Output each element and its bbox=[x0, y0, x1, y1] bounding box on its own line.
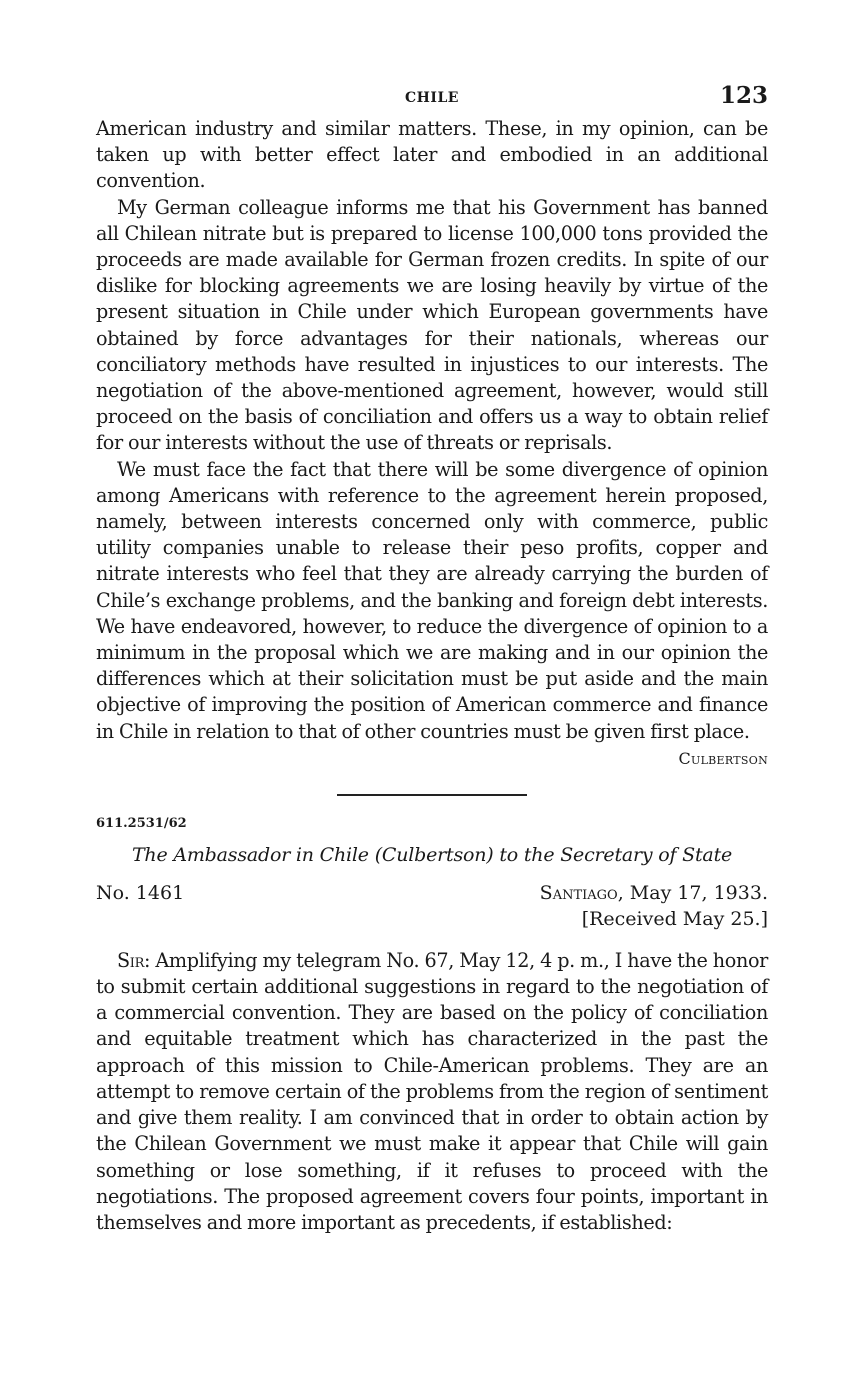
place-date bbox=[540, 882, 768, 904]
page-header bbox=[96, 80, 768, 116]
file-reference: 611.2531/62 bbox=[96, 815, 187, 831]
signature: Culbertson bbox=[678, 748, 768, 768]
salutation: Sir bbox=[117, 948, 145, 972]
section-divider bbox=[337, 794, 527, 796]
document-meta bbox=[96, 882, 768, 908]
document-page bbox=[96, 80, 768, 1236]
place: Santiago bbox=[539, 881, 618, 904]
running-head: CHILE bbox=[405, 90, 459, 106]
date: , May 17, 1933. bbox=[617, 881, 768, 904]
page-number: 123 bbox=[719, 82, 768, 109]
received-date: [Received May 25.] bbox=[581, 907, 768, 930]
letter-body-text: : Amplifying my telegram No. 67, May 12, 4 p. m., I have the honor to submit certain additional suggestions in regard to the negotiation of a commercial convention. They are based on the policy of conciliation and equitable treatment which has characterized in the past the approach of this mission to Chile-American problems. They are an attempt to remove certain of the problems from the region of sentiment and give them reality. I am convinced that in order to obtain action by the Chilean Government we must make it appear that Chile will gain something or lose something, if it refuses to proceed with the negotiations. The proposed agreement covers four points, important in themselves and more important as precedents, if established: bbox=[96, 948, 768, 1234]
paragraph-continuation: American industry and similar matters. These, in my opinion, can be taken up with better effect later and embodied in an additional convention. bbox=[96, 117, 768, 193]
document-title: The Ambassador in Chile (Culbertson) to the Secretary of State bbox=[131, 843, 733, 866]
paragraph-german-colleague: My German colleague informs me that his Government has banned all Chilean nitrate but is prepared to license 100,000 tons provided the proceeds are made available for German frozen credits. In spite of our dislike for blocking agreements we are losing heavily by virtue of the present situation in Chile under which European governments have obtained by force advantages for their nationals, whereas our conciliatory methods have resulted in injustices to our interests. The negotiation of the above-mentioned agreement, however, would still proceed on the basis of conciliation and offers us a way to obtain relief for our interests without the use of threats or reprisals. bbox=[96, 195, 768, 455]
document-number: No. 1461 bbox=[96, 881, 185, 904]
letter-body bbox=[96, 948, 768, 1236]
paragraph-divergence: We must face the fact that there will be some divergence of opinion among Americans with reference to the agreement herein proposed, namely, between interests concerned only with commerce, public utility companies unable to release their peso profits, copper and nitrate interests who feel that they are already carrying the burden of Chile’s exchange problems, and the banking and foreign debt interests. We have endeavored, however, to reduce the divergence of opinion to a minimum in the proposal which we are making and in our opinion the differences which at their solicitation must be put aside and the main objective of improving the position of American commerce and finance in Chile in relation to that of other countries must be given first place. bbox=[96, 457, 768, 743]
